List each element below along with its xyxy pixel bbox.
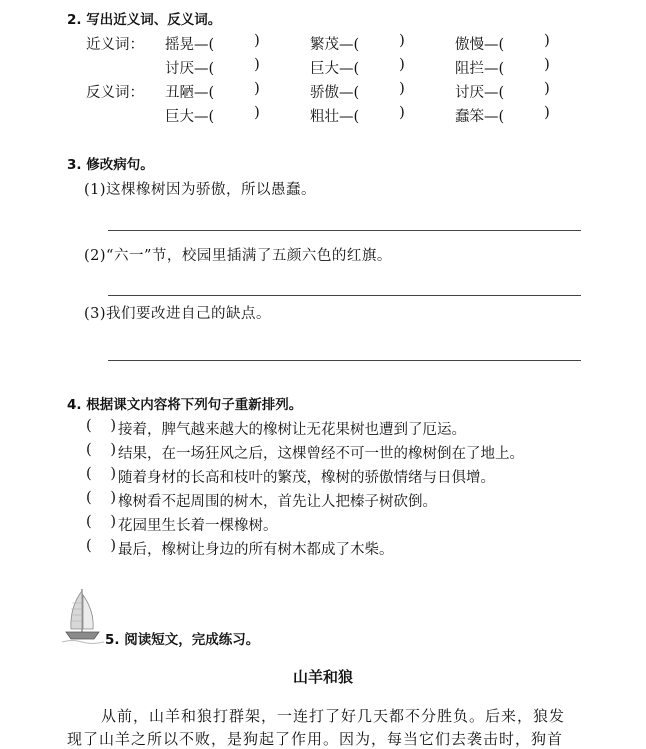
paragraph-line-1: 从前，山羊和狼打群架，一连打了好几天都不分胜负。后来，狼发 xyxy=(101,707,566,725)
synonym-row-2 xyxy=(165,57,600,78)
antonym-row-2 xyxy=(165,105,600,126)
order-blank[interactable]: ( ) xyxy=(86,490,116,506)
answer-line-3[interactable] xyxy=(108,360,581,361)
q4-heading: 4. 根据课文内容将下列句子重新排列。 xyxy=(67,397,303,413)
order-item: ( ) 接着，脾气越来越大的橡树让无花果树也遭到了厄运。 xyxy=(86,418,466,438)
antonym-item: 讨厌—( ) xyxy=(455,81,550,101)
synonym-item: 摇晃—( ) xyxy=(165,33,260,53)
order-item: ( ) 结果，在一场狂风之后，这棵曾经不可一世的橡树倒在了地上。 xyxy=(86,442,524,462)
synonym-row-1 xyxy=(165,33,600,54)
antonym-row-1 xyxy=(165,81,600,102)
answer-line-1[interactable] xyxy=(108,230,581,231)
sailboat-icon xyxy=(62,585,104,647)
story-title: 山羊和狼 xyxy=(292,668,353,686)
order-item: ( ) 最后，橡树让身边的所有树木都成了木柴。 xyxy=(86,538,394,558)
answer-line-2[interactable] xyxy=(108,295,581,296)
synonym-label: 近义词： xyxy=(86,37,144,53)
synonym-item: 巨大—( ) xyxy=(310,57,405,77)
antonym-item: 丑陋—( ) xyxy=(165,81,260,101)
synonym-item: 繁茂—( ) xyxy=(310,33,405,53)
q3-sentence-3: (3)我们要改进自己的缺点。 xyxy=(84,306,272,322)
order-blank[interactable]: ( ) xyxy=(86,538,116,554)
q3-heading: 3. 修改病句。 xyxy=(67,157,154,173)
antonym-item: 粗壮—( ) xyxy=(310,105,405,125)
order-item: ( ) 橡树看不起周围的树木，首先让人把榛子树砍倒。 xyxy=(86,490,437,510)
paragraph-line-2: 现了山羊之所以不败，是狗起了作用。因为，每当它们去袭击时，狗首 xyxy=(67,730,564,748)
order-blank[interactable]: ( ) xyxy=(86,466,116,482)
order-blank[interactable]: ( ) xyxy=(86,418,116,434)
order-item: ( ) 随着身材的长高和枝叶的繁茂，橡树的骄傲情绪与日俱增。 xyxy=(86,466,495,486)
order-blank[interactable]: ( ) xyxy=(86,514,116,530)
synonym-item: 傲慢—( ) xyxy=(455,33,550,53)
antonym-item: 骄傲—( ) xyxy=(310,81,405,101)
order-blank[interactable]: ( ) xyxy=(86,442,116,458)
synonym-item: 讨厌—( ) xyxy=(165,57,260,77)
synonym-item: 阻拦—( ) xyxy=(455,57,550,77)
q5-heading: 5. 阅读短文，完成练习。 xyxy=(105,632,260,648)
antonym-item: 巨大—( ) xyxy=(165,105,260,125)
antonym-label: 反义词： xyxy=(86,85,144,101)
q3-sentence-2: (2)“六一”节，校园里插满了五颜六色的红旗。 xyxy=(84,248,392,264)
q2-heading: 2. 写出近义词、反义词。 xyxy=(67,12,222,28)
antonym-item: 蠢笨—( ) xyxy=(455,105,550,125)
q3-sentence-1: (1)这棵橡树因为骄傲，所以愚蠢。 xyxy=(84,182,317,198)
order-item: ( ) 花园里生长着一棵橡树。 xyxy=(86,514,278,534)
